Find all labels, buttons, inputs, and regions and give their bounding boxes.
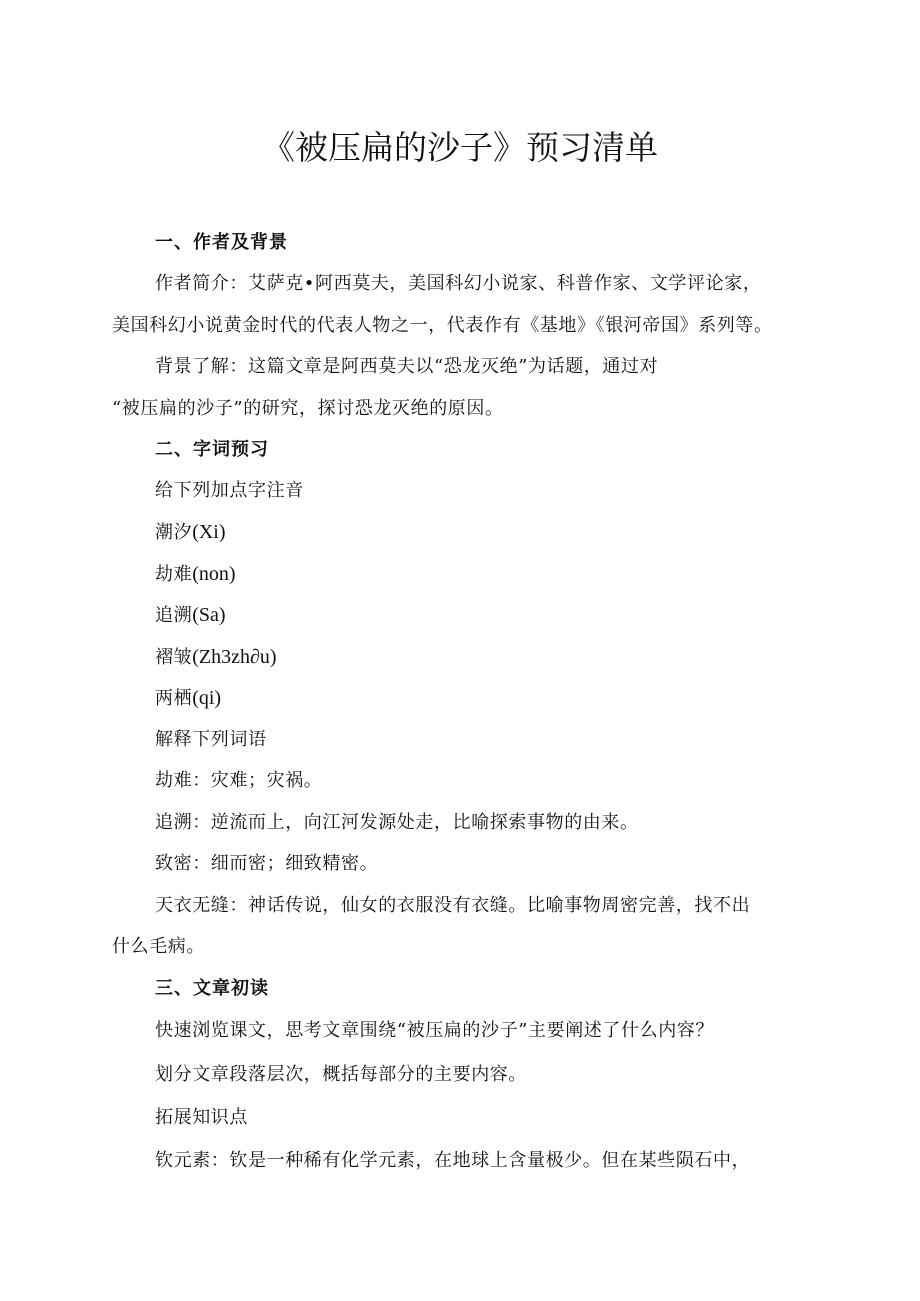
pinyin-item (155, 602, 815, 629)
definition-item-line-1: 天衣无缝：神话传说，仙女的衣服没有衣缝。比喻事物周密完善，找不出 (155, 895, 751, 916)
section-heading-first-reading: 三、文章初读 (155, 978, 269, 999)
pinyin-word: 褶皱 (155, 647, 193, 668)
pinyin-item (155, 644, 815, 671)
author-intro-line-2: 美国科幻小说黄金时代的代表人物之一，代表作有《基地》《银河帝国》系列等。 (112, 315, 773, 336)
pinyin-word: 两栖 (155, 688, 193, 709)
definition-instruction: 解释下列词语 (155, 729, 267, 750)
pinyin-instruction: 给下列加点字注音 (155, 480, 304, 501)
pinyin-reading: (Sa) (192, 604, 226, 626)
pinyin-word: 追溯 (155, 605, 193, 626)
reading-question-2: 划分文章段落层次，概括每部分的主要内容。 (155, 1064, 527, 1085)
pinyin-word: 潮汐 (155, 522, 193, 543)
definition-item-line-2: 什么毛病。 (112, 936, 205, 957)
definition-item: 劫难：灾难；灾祸。 (155, 770, 323, 791)
pinyin-reading: (qi) (192, 687, 222, 709)
pinyin-item (155, 561, 815, 588)
definition-item: 追溯：逆流而上，向江河发源处走，比喻探索事物的由来。 (155, 812, 639, 833)
section-heading-vocabulary: 二、字词预习 (155, 439, 269, 460)
background-line-1: 背景了解：这篇文章是阿西莫夫以“恐龙灭绝”为话题，通过对 (155, 356, 659, 377)
pinyin-reading: (Xi) (192, 521, 226, 543)
pinyin-word: 劫难 (155, 564, 193, 585)
definition-item: 致密：细而密；细致精密。 (155, 853, 379, 874)
pinyin-reading: (Zh3zh∂u) (192, 646, 277, 668)
pinyin-item (155, 685, 815, 712)
extension-item: 钦元素：钦是一种稀有化学元素，在地球上含量极少。但在某些陨石中， (155, 1150, 751, 1171)
extension-heading: 拓展知识点 (155, 1107, 248, 1128)
author-intro-line-1: 作者简介：艾萨克•阿西莫夫，美国科幻小说家、科普作家、文学评论家， (155, 273, 762, 294)
page-title: 《被压扁的沙子》预习清单 (262, 128, 658, 167)
section-heading-author-background: 一、作者及背景 (155, 232, 288, 253)
background-line-2: “被压扁的沙子”的研究，探讨恐龙灭绝的原因。 (112, 398, 504, 419)
pinyin-item (155, 519, 815, 546)
reading-question-1: 快速浏览课文，思考文章围绕“被压扁的沙子”主要阐述了什么内容？ (155, 1020, 715, 1041)
pinyin-reading: (non) (192, 563, 236, 585)
